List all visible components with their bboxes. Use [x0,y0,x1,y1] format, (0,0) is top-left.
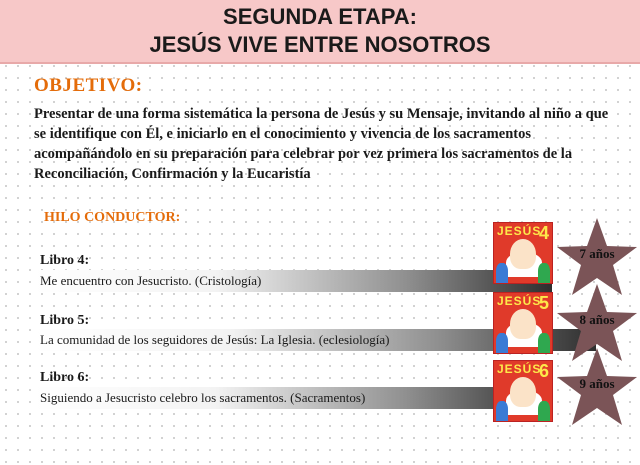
book-6-description: Siguiendo a Jesucristo celebro los sacramentos. (Sacramentos) [40,390,366,405]
age-label: 7 años [579,246,615,261]
book-6-cover-title: JESÚS [497,362,542,376]
child-icon [496,333,508,353]
child-icon [496,401,508,421]
face-icon [510,377,536,407]
book-4-cover-number: 4 [538,223,549,243]
child-icon [496,263,508,283]
objetivo-text: Presentar de una forma sistemática la persona de Jesús y su Mensaje, invitando al niño a que se identifique con Él, e iniciarlo en el conocimiento y vivencia de los sacramentos acompañándolo en su preparación para celebrar por vez primera los sacramentos de la Reconciliación, Confirmación y la Eucaristía [34,106,609,182]
age-star-9 [555,346,639,428]
book-5-label: Libro 5: [40,313,90,328]
book-6-cover [493,360,553,422]
book-4-cover-title: JESÚS [497,224,542,238]
title-line-1: SEGUNDA ETAPA: [223,4,417,29]
age-label: 8 años [579,312,615,327]
book-6-cover-number: 6 [538,361,549,381]
book-5-cover-number: 5 [538,293,549,313]
book-4-cover [493,222,553,284]
age-label: 9 años [579,376,615,391]
child-icon [538,263,550,283]
book-6-label: Libro 6: [40,370,90,385]
book-5-cover [493,292,553,354]
child-icon [538,401,550,421]
face-icon [510,309,536,339]
hilo-conductor-heading: HILO CONDUCTOR: [44,210,181,225]
book-5-description: La comunidad de los seguidores de Jesús: La Iglesia. (eclesiología) [40,332,390,347]
book-4-label: Libro 4: [40,253,90,268]
book-5-cover-title: JESÚS [497,294,542,308]
title-banner [0,0,640,64]
book-4-description: Me encuentro con Jesucristo. (Cristología) [40,273,262,288]
child-icon [538,333,550,353]
objetivo-heading: OBJETIVO: [34,75,143,96]
face-icon [510,239,536,269]
title-line-2: JESÚS VIVE ENTRE NOSOTROS [149,32,491,57]
